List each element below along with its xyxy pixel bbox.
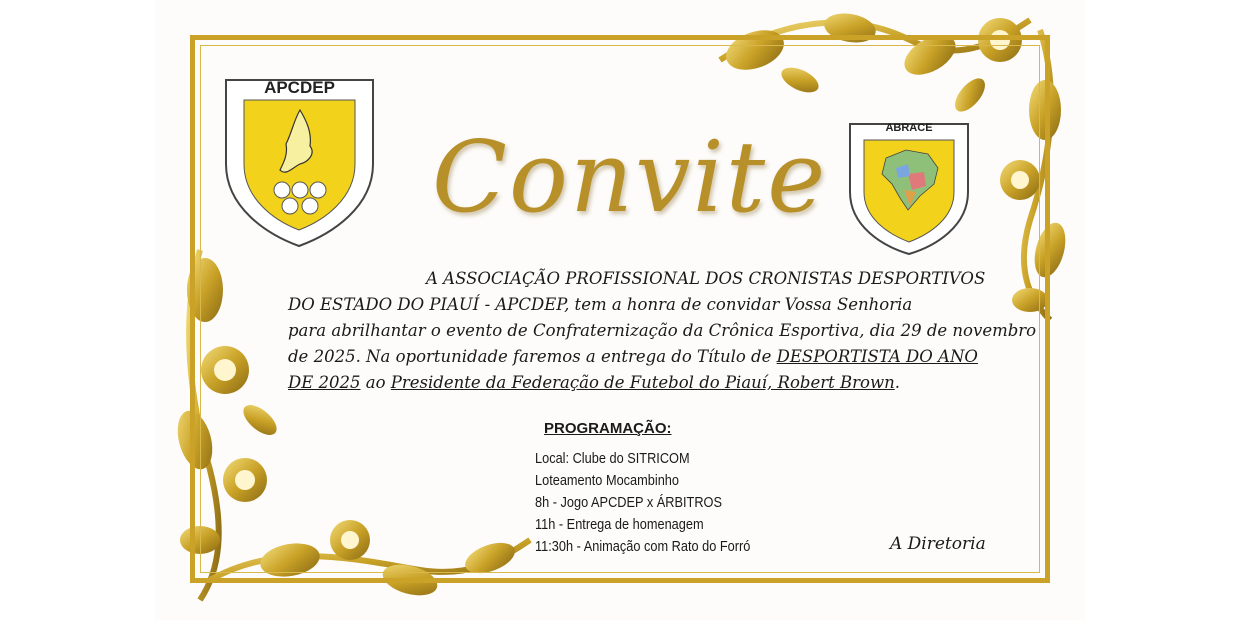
award-title-part-2: DE 2025 [288, 373, 361, 392]
invitation-line-4 [288, 344, 978, 370]
programacao-item: 8h - Jogo APCDEP x ÁRBITROS [535, 495, 722, 511]
invitation-line-3: para abrilhantar o evento de Confraternização da Crônica Esportiva, dia 29 de novembro [288, 321, 1037, 340]
line4-text: de 2025. Na oportunidade faremos a entrega do Título de [288, 347, 777, 366]
programacao-item: Local: Clube do SITRICOM [535, 451, 690, 467]
programacao-item: Loteamento Mocambinho [535, 473, 680, 489]
honoree-name: Presidente da Federação de Futebol do Piauí, Robert Brown [390, 373, 895, 392]
apcdep-acronym: APCDEP [264, 78, 335, 97]
invitation-title: Convite [432, 121, 828, 235]
signature: A Diretoria [890, 534, 986, 554]
invitation-line-1: A ASSOCIAÇÃO PROFISSIONAL DOS CRONISTAS DESPORTIVOS [426, 269, 986, 288]
apcdep-logo [222, 72, 377, 250]
abrace-logo [846, 118, 972, 258]
programacao-list [535, 448, 799, 558]
programacao-item: 11h - Entrega de homenagem [535, 517, 704, 533]
abrace-acronym: ABRACE [885, 122, 933, 134]
apcdep-shield-icon [222, 72, 377, 250]
programacao-heading: PROGRAMAÇÃO: [544, 420, 672, 437]
programacao-item: 11:30h - Animação com Rato do Forró [535, 539, 751, 555]
invitation-line-2: DO ESTADO DO PIAUÍ - APCDEP, tem a honra de convidar Vossa Senhoria [288, 295, 913, 314]
line5-connector: ao [360, 373, 391, 392]
award-title-part-1: DESPORTISTA DO ANO [776, 347, 978, 366]
line5-end: . [894, 373, 900, 392]
invitation-line-5 [288, 370, 964, 396]
abrace-shield-icon [846, 118, 972, 258]
invitation-body [288, 266, 1037, 396]
